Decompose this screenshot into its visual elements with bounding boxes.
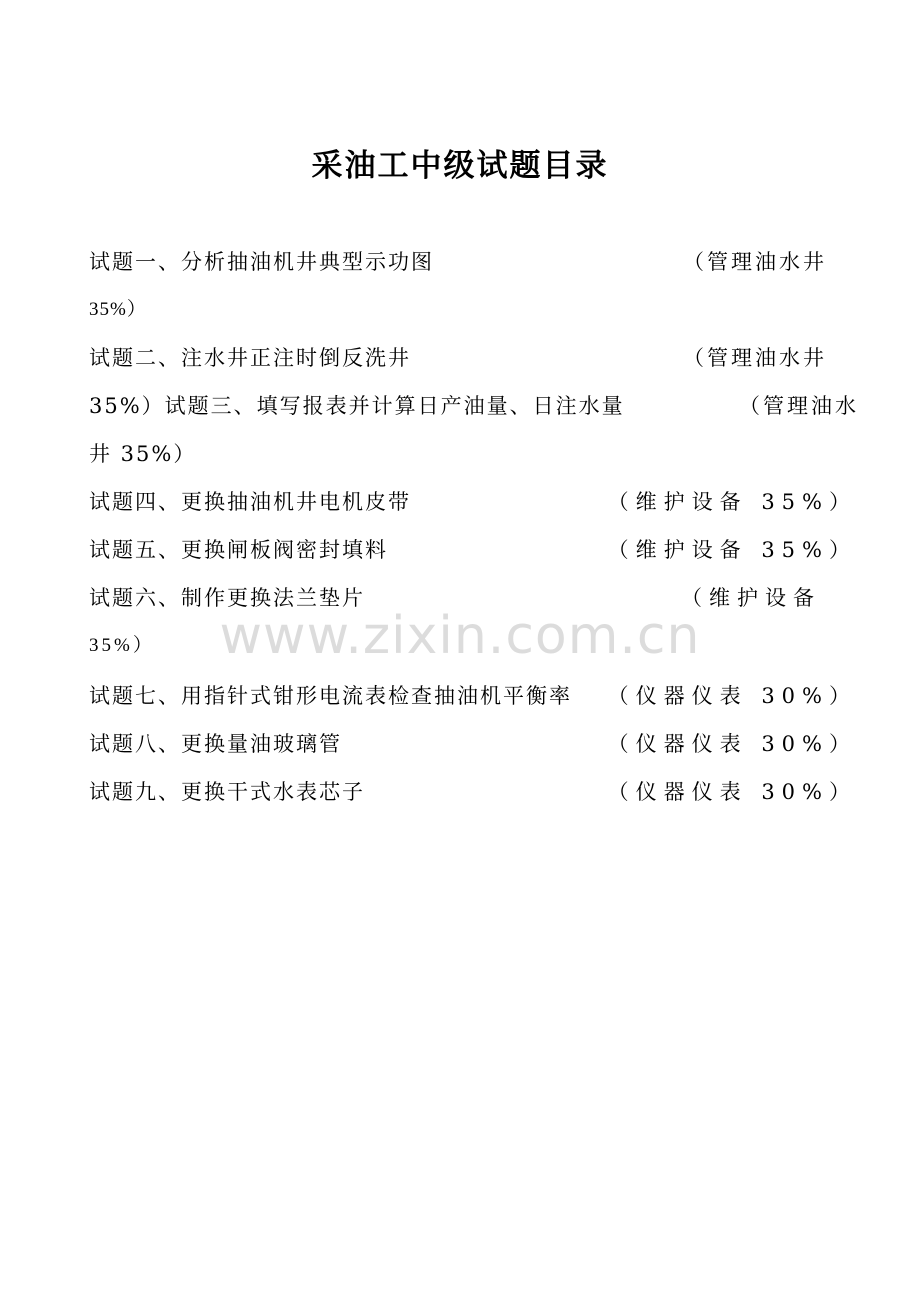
toc-line [89, 768, 857, 816]
toc-item-text: 35%）试题三、填写报表并计算日产油量、日注水量 [89, 394, 625, 418]
toc-item-category: （维护设备 35%） [607, 538, 857, 562]
toc-item-category: （管理油水 [739, 394, 859, 418]
toc-item-text: 35%） [89, 299, 147, 320]
toc-item-text: 试题二、注水井正注时倒反洗井 [89, 346, 411, 370]
toc-item-category: （维护设备 [681, 586, 821, 610]
toc-item-text: 井 35%） [89, 442, 197, 466]
toc-line [89, 382, 859, 430]
toc-item-category: （维护设备 35%） [607, 490, 857, 514]
toc-line [89, 622, 849, 670]
toc-line [89, 286, 849, 334]
toc-line [89, 478, 857, 526]
toc-item-text: 试题一、分析抽油机井典型示功图 [89, 250, 434, 274]
toc-line [89, 672, 857, 720]
watermark: www.zixin.com.cn [219, 606, 701, 666]
toc-item-text: 试题四、更换抽油机井电机皮带 [89, 490, 411, 514]
toc-item-category: （仪器仪表 30%） [607, 732, 857, 756]
toc-item-text: 试题六、制作更换法兰垫片 [89, 586, 365, 610]
document-title: 采油工中级试题目录 [311, 148, 609, 184]
toc-line [89, 574, 849, 622]
toc-item-text: 试题七、用指针式钳形电流表检查抽油机平衡率 [89, 684, 572, 708]
toc-line [89, 720, 857, 768]
toc-item-category: （管理油水井 [683, 250, 827, 274]
toc-item-text: 试题五、更换闸板阀密封填料 [89, 538, 388, 562]
toc-line [89, 238, 849, 286]
toc-item-text: 试题八、更换量油玻璃管 [89, 732, 342, 756]
toc-item-text: 35%） [89, 635, 155, 656]
toc-item-category: （管理油水井 [683, 346, 827, 370]
toc-line [89, 430, 849, 478]
toc-line [89, 334, 849, 382]
toc-line [89, 526, 857, 574]
toc-item-category: （仪器仪表 30%） [607, 684, 857, 708]
toc-item-text: 试题九、更换干式水表芯子 [89, 780, 365, 804]
toc-item-category: （仪器仪表 30%） [607, 780, 857, 804]
